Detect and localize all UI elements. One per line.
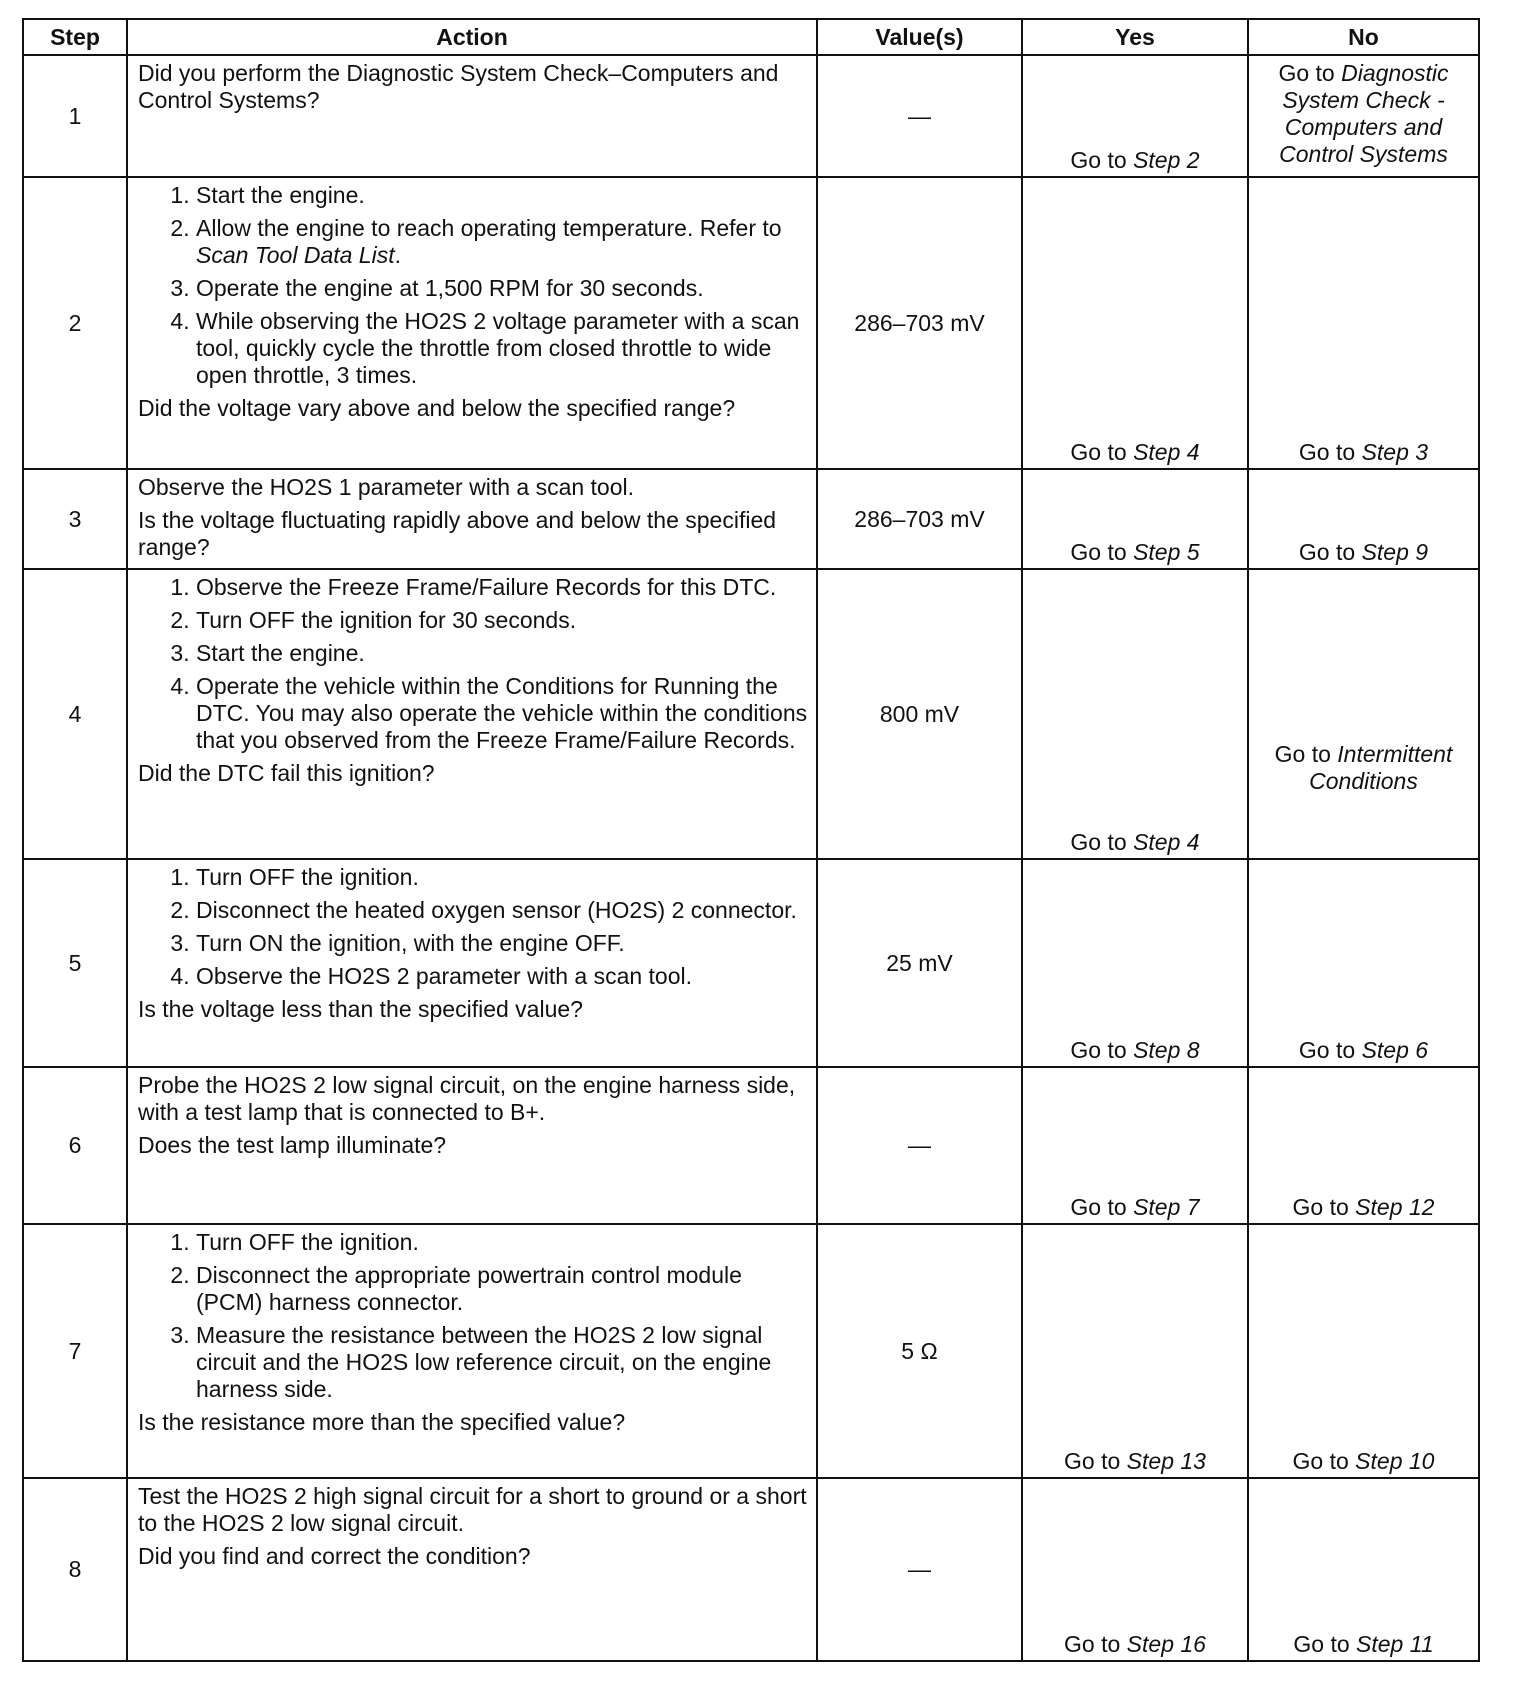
action-question: Does the test lamp illuminate? xyxy=(138,1132,447,1158)
go-to-label: Go to xyxy=(1274,741,1331,767)
header-yes: Yes xyxy=(1022,19,1248,55)
action-step: 4. While observing the HO2S 2 voltage parameter with a scan tool, quickly cycle the throttle from closed throttle to wide open throttle, 3 times. xyxy=(196,308,812,389)
yes-cell xyxy=(1022,1478,1248,1661)
action-steps xyxy=(138,182,812,395)
go-to-label: Go to xyxy=(1064,1448,1121,1474)
action-step-text: Allow the engine to reach operating temperature. Refer to Scan Tool Data List. xyxy=(196,215,782,268)
action-question: Is the resistance more than the specified value? xyxy=(138,1409,626,1435)
yes-target: Step 16 xyxy=(1126,1631,1206,1657)
action-step: 1. Start the engine. xyxy=(196,182,812,209)
yes-target: Step 8 xyxy=(1133,1037,1200,1063)
no-target: Step 12 xyxy=(1355,1194,1435,1220)
value-text: — xyxy=(908,102,931,129)
step-number: 4 xyxy=(23,569,127,859)
action-cell xyxy=(127,469,817,569)
action-cell xyxy=(127,569,817,859)
action-text: Test the HO2S 2 high signal circuit for a short to ground or a short to the HO2S 2 low signal circuit. xyxy=(138,1483,807,1536)
go-to-label: Go to xyxy=(1298,1037,1356,1063)
action-step: 2. Turn OFF the ignition for 30 seconds. xyxy=(196,607,812,634)
no-cell xyxy=(1248,55,1479,177)
step-number: 2 xyxy=(23,177,127,469)
action-step: 2. Disconnect the heated oxygen sensor (HO2S) 2 connector. xyxy=(196,897,812,924)
value-text: — xyxy=(908,1132,931,1158)
no-cell xyxy=(1248,469,1479,569)
value-text: 25 mV xyxy=(886,949,953,976)
action-question: Did the voltage vary above and below the specified range? xyxy=(138,395,736,421)
action-step: 1. Observe the Freeze Frame/Failure Records for this DTC. xyxy=(196,574,812,601)
go-to-label: Go to xyxy=(1070,539,1127,565)
value-cell xyxy=(817,1224,1022,1478)
action-step: 1. Turn OFF the ignition. xyxy=(196,864,812,891)
value-text: 286–703 mV xyxy=(854,309,985,336)
step-number: 6 xyxy=(23,1067,127,1224)
no-cell xyxy=(1248,177,1479,469)
yes-target: Step 4 xyxy=(1133,829,1200,855)
go-to-label: Go to xyxy=(1278,60,1335,86)
no-cell xyxy=(1248,1478,1479,1661)
go-to-label: Go to xyxy=(1070,147,1127,173)
diagnostic-table xyxy=(22,18,1480,1662)
no-target: Step 10 xyxy=(1355,1448,1435,1474)
step-number: 1 xyxy=(23,55,127,177)
action-step: 2. Disconnect the appropriate powertrain control module (PCM) harness connector. xyxy=(196,1262,812,1316)
yes-cell xyxy=(1022,1067,1248,1224)
value-cell xyxy=(817,469,1022,569)
no-cell xyxy=(1248,1067,1479,1224)
yes-cell xyxy=(1022,569,1248,859)
value-text: 800 mV xyxy=(879,700,960,727)
table-row xyxy=(23,569,1479,859)
no-cell xyxy=(1248,1224,1479,1478)
yes-target: Step 2 xyxy=(1133,147,1200,173)
reference-title: Scan Tool Data List xyxy=(196,242,395,268)
go-to-label: Go to xyxy=(1292,1194,1349,1220)
go-to-label: Go to xyxy=(1064,1631,1121,1657)
action-cell xyxy=(127,55,817,177)
action-step: 1. Turn OFF the ignition. xyxy=(196,1229,812,1256)
value-text: — xyxy=(908,1556,931,1582)
action-question: Is the voltage fluctuating rapidly above and below the specified range? xyxy=(138,507,777,560)
yes-cell xyxy=(1022,55,1248,177)
action-question: Did you find and correct the condition? xyxy=(138,1543,531,1569)
yes-cell xyxy=(1022,859,1248,1067)
step-number: 8 xyxy=(23,1478,127,1661)
value-text: 286–703 mV xyxy=(854,505,985,532)
yes-cell xyxy=(1022,177,1248,469)
action-step: 3. Operate the engine at 1,500 RPM for 30 seconds. xyxy=(196,275,812,302)
step-number: 3 xyxy=(23,469,127,569)
action-cell xyxy=(127,1067,817,1224)
table-row xyxy=(23,55,1479,177)
yes-cell xyxy=(1022,1224,1248,1478)
header-action: Action xyxy=(127,19,817,55)
action-text: Probe the HO2S 2 low signal circuit, on the engine harness side, with a test lamp that is connected to B+. xyxy=(138,1072,796,1125)
value-cell xyxy=(817,1478,1022,1661)
value-cell xyxy=(817,859,1022,1067)
action-steps xyxy=(138,864,812,996)
value-cell xyxy=(817,569,1022,859)
action-text: Did you perform the Diagnostic System Check–Computers and Control Systems? xyxy=(138,60,779,113)
action-step: 3. Measure the resistance between the HO2S 2 low signal circuit and the HO2S low reference circuit, on the engine harness side. xyxy=(196,1322,812,1403)
value-cell xyxy=(817,177,1022,469)
go-to-label: Go to xyxy=(1292,1448,1349,1474)
yes-target: Step 4 xyxy=(1133,439,1200,465)
header-row xyxy=(23,19,1479,55)
table-row xyxy=(23,1224,1479,1478)
table-row xyxy=(23,859,1479,1067)
go-to-label: Go to xyxy=(1293,1631,1350,1657)
go-to-label: Go to xyxy=(1070,1037,1127,1063)
yes-cell xyxy=(1022,469,1248,569)
action-step: 3. Start the engine. xyxy=(196,640,812,667)
no-target: Step 11 xyxy=(1356,1631,1434,1657)
go-to-label: Go to xyxy=(1298,439,1356,465)
value-cell xyxy=(817,1067,1022,1224)
go-to-label: Go to xyxy=(1070,829,1127,855)
table-row xyxy=(23,469,1479,569)
no-target: Intermittent Conditions xyxy=(1309,741,1453,794)
action-text: Observe the HO2S 1 parameter with a scan tool. xyxy=(138,474,635,500)
header-values: Value(s) xyxy=(817,19,1022,55)
action-question: Did the DTC fail this ignition? xyxy=(138,760,435,786)
no-target: Step 6 xyxy=(1361,1037,1429,1063)
action-steps xyxy=(138,574,812,760)
step-number: 7 xyxy=(23,1224,127,1478)
header-step: Step xyxy=(23,19,127,55)
action-step xyxy=(196,215,812,269)
no-target: Diagnostic System Check - Computers and Control Systems xyxy=(1279,60,1449,167)
value-text: 5 Ω xyxy=(901,1337,938,1364)
action-step: 4. Operate the vehicle within the Conditions for Running the DTC. You may also operate the vehicle within the conditions that you observed from the Freeze Frame/Failure Records. xyxy=(196,673,812,754)
go-to-label: Go to xyxy=(1070,439,1127,465)
go-to-label: Go to xyxy=(1298,539,1356,565)
table-row xyxy=(23,1478,1479,1661)
action-cell xyxy=(127,859,817,1067)
value-cell xyxy=(817,55,1022,177)
no-target: Step 9 xyxy=(1361,539,1429,565)
no-cell xyxy=(1248,859,1479,1067)
action-question: Is the voltage less than the specified value? xyxy=(138,996,583,1022)
action-cell xyxy=(127,1224,817,1478)
no-cell xyxy=(1248,569,1479,859)
go-to-label: Go to xyxy=(1070,1194,1127,1220)
header-no: No xyxy=(1248,19,1479,55)
yes-target: Step 13 xyxy=(1126,1448,1206,1474)
yes-target: Step 7 xyxy=(1133,1194,1200,1220)
action-cell xyxy=(127,1478,817,1661)
table-row xyxy=(23,1067,1479,1224)
action-cell xyxy=(127,177,817,469)
table-row xyxy=(23,177,1479,469)
action-step: 4. Observe the HO2S 2 parameter with a scan tool. xyxy=(196,963,812,990)
no-target: Step 3 xyxy=(1361,439,1429,465)
action-step: 3. Turn ON the ignition, with the engine OFF. xyxy=(196,930,812,957)
yes-target: Step 5 xyxy=(1133,539,1200,565)
step-number: 5 xyxy=(23,859,127,1067)
action-steps xyxy=(138,1229,812,1409)
